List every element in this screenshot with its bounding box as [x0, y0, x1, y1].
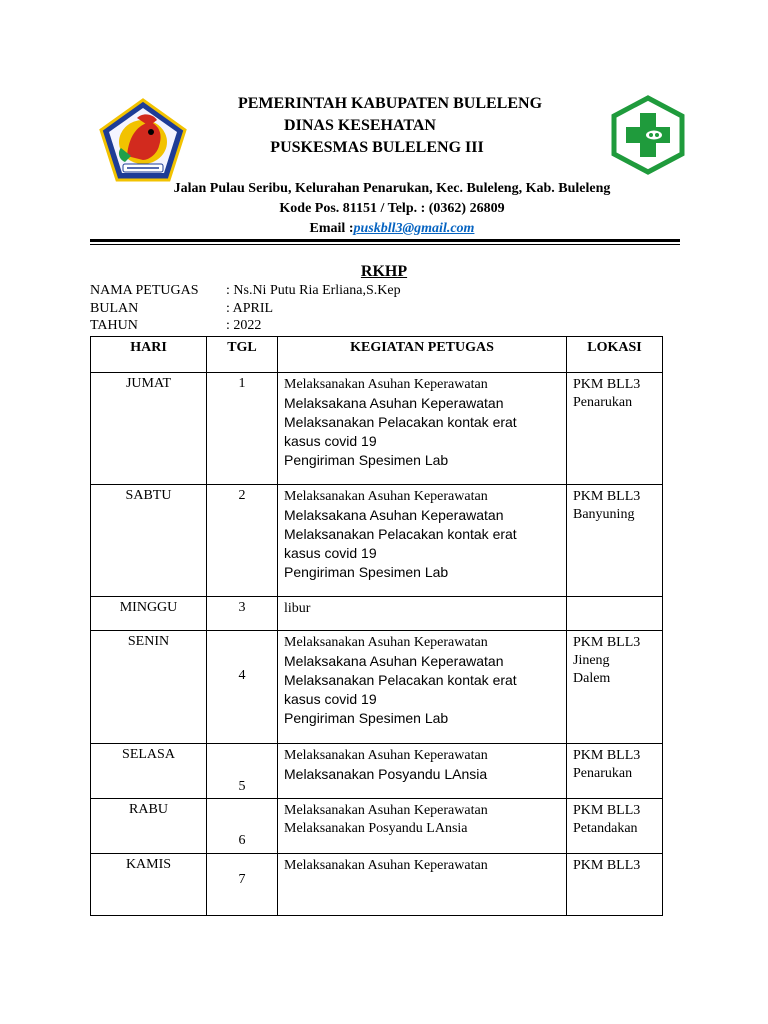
location-line: PKM BLL3	[573, 635, 641, 650]
cell-location	[567, 597, 663, 631]
activity-line: Melaksanakan Pelacakan kontak erat	[284, 414, 517, 430]
cell-day: SENIN	[91, 631, 207, 744]
field-value-bulan: : APRIL	[226, 301, 274, 316]
activity-line: kasus covid 19	[284, 545, 377, 561]
email-link[interactable]: puskbll3@gmail.com	[353, 221, 475, 236]
field-label-bulan: BULAN	[90, 301, 139, 316]
table-row	[91, 799, 663, 854]
activity-line: Pengiriman Spesimen Lab	[284, 452, 449, 468]
location-line: Dalem	[573, 671, 611, 686]
cell-location	[567, 854, 663, 916]
schedule-table	[90, 336, 663, 916]
activity-line: Melaksanakan Posyandu LAnsia	[284, 821, 468, 836]
header-tgl: TGL	[207, 337, 278, 373]
cell-day: SABTU	[91, 485, 207, 597]
table-row	[91, 744, 663, 799]
location-line: Petandakan	[573, 821, 638, 836]
cell-location	[567, 744, 663, 799]
header-email	[8, 221, 768, 237]
header-postal: Kode Pos. 81151 / Telp. : (0362) 26809	[279, 201, 505, 216]
cell-activities	[278, 485, 567, 597]
table-row	[91, 854, 663, 916]
cell-tgl: 4	[207, 631, 278, 744]
header-hari: HARI	[91, 337, 207, 373]
cell-activities	[278, 799, 567, 854]
document-title: RKHP	[360, 263, 408, 280]
cell-activities	[278, 631, 567, 744]
activity-line: Melaksakana Asuhan Keperawatan	[284, 653, 504, 669]
location-line: Penarukan	[573, 766, 633, 781]
cell-day: MINGGU	[91, 597, 207, 631]
cell-tgl: 2	[207, 485, 278, 597]
location-line: PKM BLL3	[573, 803, 641, 818]
activity-line: Pengiriman Spesimen Lab	[284, 710, 449, 726]
location-line: Jineng	[573, 653, 610, 668]
activity-line: Pengiriman Spesimen Lab	[284, 564, 449, 580]
activity-line: Melaksanakan Asuhan Keperawatan	[284, 748, 488, 763]
cell-tgl: 5	[207, 744, 278, 799]
activity-line: Melaksanakan Pelacakan kontak erat	[284, 526, 517, 542]
location-line: Penarukan	[573, 395, 633, 410]
activity-line: kasus covid 19	[284, 691, 377, 707]
cell-day: RABU	[91, 799, 207, 854]
cell-activities	[278, 744, 567, 799]
table-row	[91, 597, 663, 631]
cell-tgl: 1	[207, 373, 278, 485]
header-divider-thin	[90, 244, 680, 245]
location-line: PKM BLL3	[573, 748, 641, 763]
header-address: Jalan Pulau Seribu, Kelurahan Penarukan, Kec. Buleleng, Kab. Buleleng	[173, 181, 611, 196]
cell-day: JUMAT	[91, 373, 207, 485]
cell-activities	[278, 373, 567, 485]
cell-tgl: 6	[207, 799, 278, 854]
header-divider-thick	[90, 239, 680, 242]
header-kegiatan: KEGIATAN PETUGAS	[278, 337, 567, 373]
location-line: PKM BLL3	[573, 489, 641, 504]
email-label: Email :	[309, 221, 354, 236]
field-label-nama: NAMA PETUGAS	[90, 283, 199, 298]
table-row	[91, 485, 663, 597]
activity-line: Melaksanakan Pelacakan kontak erat	[284, 672, 517, 688]
activity-line: Melaksanakan Posyandu LAnsia	[284, 766, 488, 782]
activity-line: Melaksanakan Asuhan Keperawatan	[284, 858, 488, 873]
cell-day: KAMIS	[91, 854, 207, 916]
field-label-tahun: TAHUN	[90, 318, 138, 333]
cell-activities	[278, 854, 567, 916]
location-line: Banyuning	[573, 507, 635, 522]
cell-location	[567, 485, 663, 597]
activity-line: Melaksanakan Asuhan Keperawatan	[284, 803, 488, 818]
cell-location	[567, 631, 663, 744]
header-line-1: PEMERINTAH KABUPATEN BULELENG	[237, 95, 543, 112]
header-line-2: DINAS KESEHATAN	[284, 117, 436, 134]
cell-location	[567, 373, 663, 485]
activity-line: kasus covid 19	[284, 433, 377, 449]
field-value-tahun: : 2022	[226, 318, 262, 333]
table-row	[91, 631, 663, 744]
cell-tgl: 7	[207, 854, 278, 916]
field-value-nama: : Ns.Ni Putu Ria Erliana,S.Kep	[226, 283, 401, 298]
location-line: PKM BLL3	[573, 858, 641, 873]
cell-day: SELASA	[91, 744, 207, 799]
activity-line: Melaksanakan Asuhan Keperawatan	[284, 377, 488, 392]
header-line-3: PUSKESMAS BULELENG III	[270, 139, 484, 156]
cell-activities	[278, 597, 567, 631]
activity-line: Melaksakana Asuhan Keperawatan	[284, 395, 504, 411]
activity-line: Melaksanakan Asuhan Keperawatan	[284, 635, 488, 650]
cell-location	[567, 799, 663, 854]
activity-line: Melaksanakan Asuhan Keperawatan	[284, 489, 488, 504]
location-line: PKM BLL3	[573, 377, 641, 392]
activity-line: libur	[284, 601, 311, 616]
cell-tgl: 3	[207, 597, 278, 631]
table-row	[91, 373, 663, 485]
header-lokasi: LOKASI	[567, 337, 663, 373]
activity-line: Melaksakana Asuhan Keperawatan	[284, 507, 504, 523]
table-header-row	[91, 337, 663, 373]
